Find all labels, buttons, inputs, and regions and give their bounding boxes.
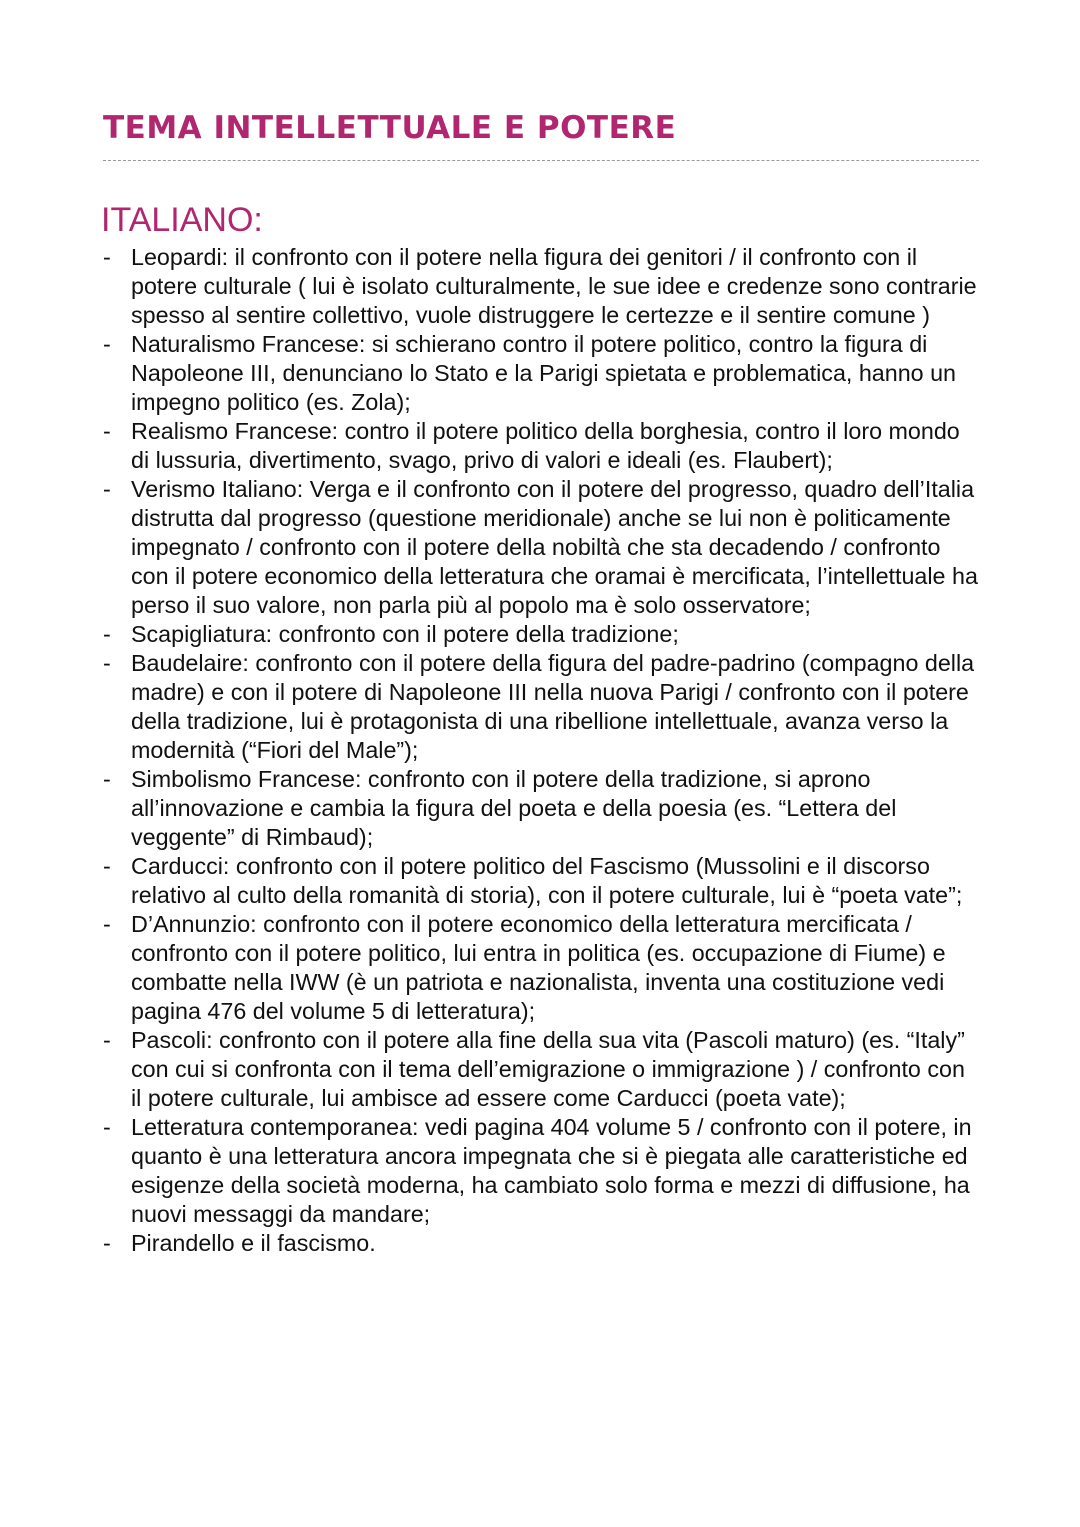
bullet-dash: -	[103, 766, 111, 792]
list-item-text: Letteratura contemporanea: vedi pagina 404 volume 5 / confronto con il potere, in quanto è una letteratura ancora impegnata che si è piegata alle caratteristiche ed esigenze della società moderna, ha cambiato solo forma e mezzi di diffusione, ha nuovi messaggi da mandare;	[131, 1114, 972, 1227]
section-heading: ITALIANO:	[101, 201, 263, 239]
list-item-text: Naturalismo Francese: si schierano contro il potere politico, contro la figura di Napoleone III, denunciano lo Stato e la Parigi spietata e problematica, hanno un impegno politico (es. Zola);	[131, 331, 957, 415]
list-item-carducci	[101, 852, 981, 910]
list-item-letteratura-contemporanea	[101, 1113, 981, 1229]
list-item-scapigliatura	[101, 620, 981, 649]
list-item-baudelaire	[101, 649, 981, 765]
list-item-text: Leopardi: il confronto con il potere nella figura dei genitori / il confronto con il potere culturale ( lui è isolato culturalmente, le sue idee e credenze sono contrarie spesso al sentire collettivo, vuole distruggere le certezze e il sentire comune )	[131, 244, 977, 328]
list-item-text: Baudelaire: confronto con il potere della figura del padre-padrino (compagno della madre) e con il potere di Napoleone III nella nuova Parigi / confronto con il potere della tradizione, lui è protagonista di una ribellione intellettuale, avanza verso la modernità (“Fiori del Male”);	[131, 650, 975, 763]
bullet-dash: -	[103, 244, 111, 270]
bullet-dash: -	[103, 621, 111, 647]
bullet-dash: -	[103, 1027, 111, 1053]
list-item-verismo	[101, 475, 981, 620]
list-item-text: Pirandello e il fascismo.	[131, 1230, 376, 1256]
list-item-pascoli	[101, 1026, 981, 1113]
list-item-text: Scapigliatura: confronto con il potere della tradizione;	[131, 621, 679, 647]
dashed-divider	[103, 160, 979, 161]
bullet-dash: -	[103, 1230, 111, 1256]
page-title: TEMA INTELLETTUALE E POTERE	[103, 110, 677, 146]
bullet-dash: -	[103, 476, 111, 502]
list-item-dannunzio	[101, 910, 981, 1026]
list-item-text: Carducci: confronto con il potere politico del Fascismo (Mussolini e il discorso relativo al culto della romanità di storia), con il potere culturale, lui è “poeta vate”;	[131, 853, 963, 908]
list-item-pirandello	[101, 1229, 981, 1258]
list-item-simbolismo	[101, 765, 981, 852]
bullet-dash: -	[103, 1114, 111, 1140]
bullet-dash: -	[103, 853, 111, 879]
bullet-dash: -	[103, 418, 111, 444]
list-item-leopardi	[101, 243, 981, 330]
list-item-naturalismo	[101, 330, 981, 417]
bullet-dash: -	[103, 650, 111, 676]
bullet-dash: -	[103, 911, 111, 937]
list-item-text: D’Annunzio: confronto con il potere economico della letteratura mercificata / confronto con il potere politico, lui entra in politica (es. occupazione di Fiume) e combatte nella IWW (è un patriota e nazionalista, inventa una costituzione vedi pagina 476 del volume 5 di letteratura);	[131, 911, 946, 1024]
list-item-realismo	[101, 417, 981, 475]
list-item-text: Verismo Italiano: Verga e il confronto con il potere del progresso, quadro dell’Italia distrutta dal progresso (questione meridionale) anche se lui non è politicamente impegnato / confronto con il potere della nobiltà che sta decadendo / confronto con il potere economico della letteratura che oramai è mercificata, l’intellettuale ha perso il suo valore, non parla più al popolo ma è solo osservatore;	[131, 476, 978, 618]
list-item-text: Realismo Francese: contro il potere politico della borghesia, contro il loro mondo di lussuria, divertimento, svago, privo di valori e ideali (es. Flaubert);	[131, 418, 960, 473]
list-item-text: Pascoli: confronto con il potere alla fine della sua vita (Pascoli maturo) (es. “Italy” con cui si confronta con il tema dell’emigrazione o immigrazione ) / confronto con il potere culturale, lui ambisce ad essere come Carducci (poeta vate);	[131, 1027, 965, 1111]
bullet-dash: -	[103, 331, 111, 357]
topic-list	[101, 243, 981, 1258]
list-item-text: Simbolismo Francese: confronto con il potere della tradizione, si aprono all’innovazione e cambia la figura del poeta e della poesia (es. “Lettera del veggente” di Rimbaud);	[131, 766, 897, 850]
